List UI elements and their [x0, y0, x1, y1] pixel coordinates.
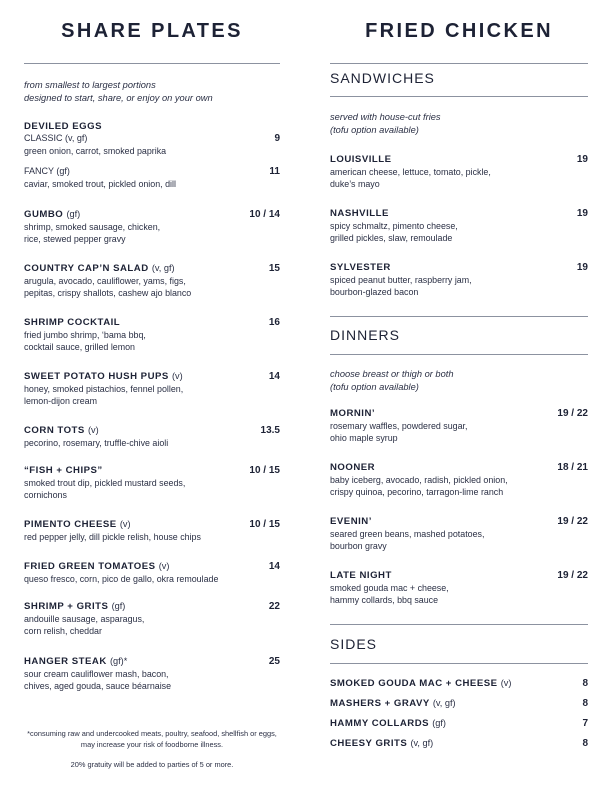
item-name: SHRIMP + GRITS (gf) [24, 601, 126, 612]
item-name: COUNTRY CAP’N SALAD (v, gf) [24, 263, 175, 274]
item-name: DEVILED EGGS [24, 121, 102, 132]
subitem-name: CLASSIC (v, gf) [24, 133, 88, 143]
item-dietary-tag: (v, gf) [432, 698, 456, 708]
item-price: 9 [274, 133, 280, 144]
gratuity-notice: 20% gratuity will be added to parties of 5 or more. [70, 760, 234, 769]
item-price: 15 [268, 263, 280, 274]
divider [330, 316, 588, 317]
item-dietary-tag: (v) [158, 561, 170, 571]
side-item-cheesy-grits [330, 738, 588, 749]
item-name: CORN TOTS (v) [24, 425, 99, 436]
item-description: fried jumbo shrimp, ‘bama bbq, cocktail sauce, grilled lemon [24, 330, 146, 352]
item-dietary-tag: (gf)* [109, 656, 128, 666]
item-price: 16 [268, 317, 280, 328]
item-name: SHRIMP COCKTAIL [24, 317, 121, 328]
item-name: MASHERS + GRAVY (v, gf) [330, 698, 456, 709]
item-price: 10 / 15 [249, 465, 280, 476]
menu-item-hanger-steak [24, 656, 280, 692]
item-name: PIMENTO CHEESE (v) [24, 519, 131, 530]
intro-line: from smallest to largest portions [24, 80, 156, 90]
menu-item-evenin [330, 516, 588, 552]
item-price: 13.5 [260, 425, 280, 436]
menu-item-fish-and-chips [24, 465, 280, 501]
menu-item-fried-green-tomatoes [24, 561, 280, 585]
item-price: 14 [268, 561, 280, 572]
item-dietary-tag: (v, gf) [151, 263, 175, 273]
item-name: “FISH + CHIPS” [24, 465, 103, 476]
item-price: 7 [582, 718, 588, 729]
menu-item-shrimp-cocktail [24, 317, 280, 353]
divider [330, 354, 588, 355]
item-name: HAMMY COLLARDS (gf) [330, 718, 446, 729]
raw-food-disclaimer: *consuming raw and undercooked meats, poultry, seafood, shellfish or eggs, may increase your risk of foodborne illness. [27, 729, 277, 749]
item-price: 18 / 21 [557, 462, 588, 473]
item-name: SMOKED GOUDA MAC + CHEESE (v) [330, 678, 512, 689]
sides-heading: SIDES [330, 636, 378, 652]
item-description: rosemary waffles, powdered sugar, ohio maple syrup [330, 421, 468, 443]
side-item-hammy-collards [330, 718, 588, 729]
fried-chicken-heading: FRIED CHICKEN [365, 20, 553, 42]
subitem-name: FANCY (gf) [24, 166, 70, 176]
item-price: 8 [582, 738, 588, 749]
item-name: CHEESY GRITS (v, gf) [330, 738, 434, 749]
divider [330, 663, 588, 664]
menu-item-shrimp-and-grits [24, 601, 280, 637]
item-name: LATE NIGHT [330, 570, 392, 581]
item-dietary-tag: (v) [500, 678, 512, 688]
item-dietary-tag: (gf) [432, 718, 446, 728]
dinners-heading: DINNERS [330, 327, 401, 343]
share-plates-heading: SHARE PLATES [61, 20, 243, 42]
item-description: sour cream cauliflower mash, bacon, chives, aged gouda, sauce béarnaise [24, 669, 172, 691]
subitem-row [24, 166, 280, 177]
divider [24, 63, 280, 64]
menu-item-mornin [330, 408, 588, 444]
item-name: MORNIN’ [330, 408, 376, 419]
item-name: HANGER STEAK (gf)* [24, 656, 128, 667]
item-name: SWEET POTATO HUSH PUPS (v) [24, 371, 183, 382]
menu-item-nashville [330, 208, 588, 244]
item-description: smoked trout dip, pickled mustard seeds, cornichons [24, 478, 186, 500]
item-price: 19 [576, 154, 588, 165]
item-description: spicy schmaltz, pimento cheese, grilled pickles, slaw, remoulade [330, 221, 458, 243]
item-description: smoked gouda mac + cheese, hammy collards, bbq sauce [330, 583, 449, 605]
item-description: green onion, carrot, smoked paprika [24, 146, 167, 156]
item-price: 10 / 15 [249, 519, 280, 530]
item-dietary-tag: (v) [171, 371, 183, 381]
item-description: spiced peanut butter, raspberry jam, bourbon-glazed bacon [330, 275, 472, 297]
item-description: andouille sausage, asparagus, corn relish, cheddar [24, 614, 145, 636]
item-price: 19 / 22 [557, 516, 588, 527]
item-name: NOONER [330, 462, 376, 473]
item-description: pecorino, rosemary, truffle-chive aioli [24, 438, 169, 448]
item-price: 8 [582, 678, 588, 689]
sandwiches-intro: served with house-cut fries (tofu option available) [330, 112, 441, 135]
item-name: SYLVESTER [330, 262, 391, 273]
side-item-mashers-gravy [330, 698, 588, 709]
divider [330, 96, 588, 97]
side-item-smoked-gouda-mac [330, 678, 588, 689]
intro-line: designed to start, share, or enjoy on your own [24, 93, 213, 103]
item-description: american cheese, lettuce, tomato, pickle, duke’s mayo [330, 167, 491, 189]
item-description: queso fresco, corn, pico de gallo, okra remoulade [24, 574, 219, 584]
menu-item-corn-tots [24, 425, 280, 449]
item-description: arugula, avocado, cauliflower, yams, figs, pepitas, crispy shallots, cashew ajo blanco [24, 276, 192, 298]
item-price: 11 [269, 166, 280, 177]
item-description: shrimp, smoked sausage, chicken, rice, stewed pepper gravy [24, 222, 161, 244]
item-price: 8 [582, 698, 588, 709]
subitem-row [24, 133, 280, 144]
item-price: 25 [268, 656, 280, 667]
item-price: 19 / 22 [557, 408, 588, 419]
item-price: 14 [268, 371, 280, 382]
menu-item-late-night [330, 570, 588, 606]
item-description: red pepper jelly, dill pickle relish, house chips [24, 532, 201, 542]
menu-item-deviled-eggs [24, 121, 280, 190]
item-name: LOUISVILLE [330, 154, 392, 165]
menu-item-louisville [330, 154, 588, 190]
item-name: FRIED GREEN TOMATOES (v) [24, 561, 170, 572]
item-description: caviar, smoked trout, pickled onion, dill [24, 179, 176, 189]
item-price: 19 [576, 208, 588, 219]
item-price: 19 / 22 [557, 570, 588, 581]
divider [330, 624, 588, 625]
share-plates-intro [24, 79, 213, 105]
item-dietary-tag: (v, gf) [410, 738, 434, 748]
menu-item-gumbo [24, 209, 280, 245]
menu-item-nooner [330, 462, 588, 498]
menu-item-sylvester [330, 262, 588, 298]
divider [330, 63, 588, 64]
item-price: 22 [268, 601, 280, 612]
sandwiches-heading: SANDWICHES [330, 70, 435, 86]
menu-item-country-capn-salad [24, 263, 280, 299]
item-dietary-tag: (v) [119, 519, 131, 529]
item-dietary-tag: (gf) [66, 209, 81, 219]
item-price: 19 [576, 262, 588, 273]
menu-item-pimento-cheese [24, 519, 280, 543]
item-dietary-tag: (gf) [111, 601, 126, 611]
dinners-intro: choose breast or thigh or both (tofu option available) [330, 369, 454, 392]
item-description: honey, smoked pistachios, fennel pollen, lemon-dijon cream [24, 384, 184, 406]
item-description: seared green beans, mashed potatoes, bourbon gravy [330, 529, 485, 551]
item-description: baby iceberg, avocado, radish, pickled onion, crispy quinoa, pecorino, tarragon-lime ranch [330, 475, 508, 497]
menu-item-sweet-potato-hush-pups [24, 371, 280, 407]
item-name: GUMBO (gf) [24, 209, 81, 220]
item-name: NASHVILLE [330, 208, 389, 219]
item-dietary-tag: (v) [88, 425, 99, 435]
item-price: 10 / 14 [249, 209, 280, 220]
item-name: EVENIN’ [330, 516, 372, 527]
